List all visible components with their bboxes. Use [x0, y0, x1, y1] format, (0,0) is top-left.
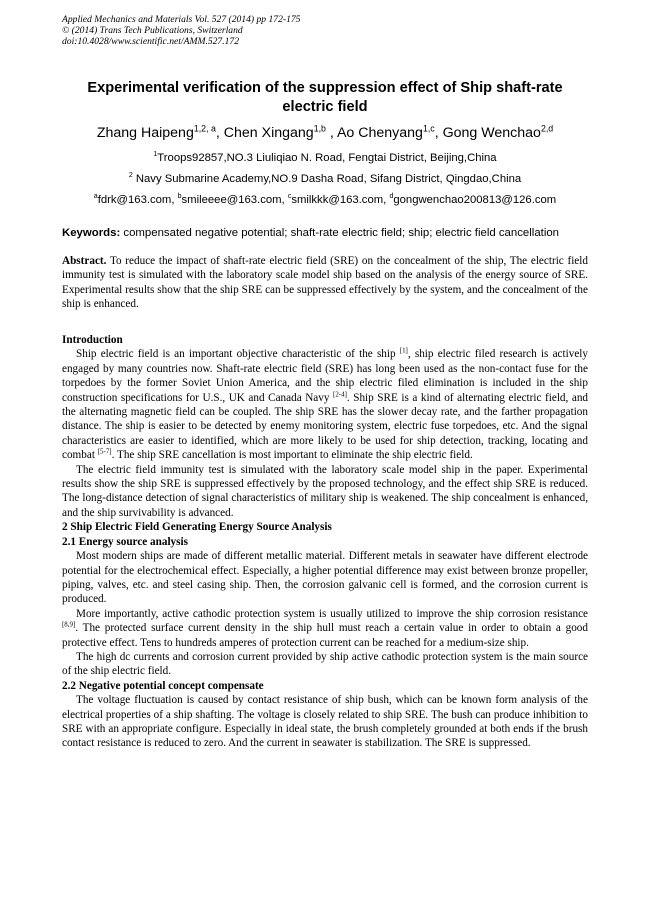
citation-ref: [8,9] — [62, 620, 76, 629]
author-list: Zhang Haipeng$^{1,2, a}$, Chen Xingang$^{1,b}$ , Ao Chenyang$^{1,c}$, Gong Wenchao$^{2,d}$ — [96, 123, 554, 141]
abstract — [62, 254, 588, 312]
abstract-label: Abstract. — [62, 255, 107, 267]
affiliation-text: Navy Submarine Academy,NO.9 Dasha Road, Sifang District, Qingdao,China — [135, 173, 522, 185]
intro-text: Ship electric field is an important objective characteristic of the ship — [76, 348, 400, 361]
keywords-label: Keywords: — [62, 227, 121, 239]
citation-ref: [5-7] — [97, 447, 112, 456]
author-affil-sup: 1,2, a — [193, 123, 216, 134]
section-2-heading: 2 Ship Electric Field Generating Energy Source Analysis — [62, 521, 332, 534]
section-2-1-paragraph-3: The high dc currents and corrosion current provided by ship active cathodic protection system is the main source of the ship electric field. — [62, 650, 588, 678]
affiliation-1 — [62, 151, 588, 165]
email-list: $^a$fdrk@163.com, $^b$smileeee@163.com, $^c$smilkkk@163.com, $^d$gongwenchao200813@126.com — [93, 193, 557, 206]
author-name: Zhang Haipeng — [96, 125, 194, 141]
journal-citation: Applied Mechanics and Materials Vol. 527 (2014) pp 172-175 — [62, 14, 301, 25]
affiliation-sup: 2 — [128, 172, 133, 180]
subsection-2-1-heading: 2.1 Energy source analysis — [62, 535, 188, 548]
email-address: smilkkk@163.com — [291, 194, 384, 206]
author-affil-sup: 1,c — [422, 123, 435, 134]
affiliation-sup: 1 — [153, 151, 158, 159]
intro-text: . The ship SRE cancellation is most important to eliminate the ship electric field. — [111, 449, 473, 462]
keywords-text: compensated negative potential; shaft-rate electric field; ship; electric field cancellation — [123, 227, 560, 239]
intro-paragraph-1 — [62, 347, 588, 462]
section-2-1-paragraph-2 — [62, 607, 588, 650]
main-text — [62, 333, 588, 751]
author-affil-sup: 2,d — [540, 123, 554, 134]
citation-ref: [2-4] — [333, 389, 347, 398]
citation-ref: [1] — [399, 346, 408, 355]
abstract-text: To reduce the impact of shaft-rate electric field (SRE) on the concealment of the ship, The electric field immunity test is simulated with the laboratory scale model ship based on the analysis of the energy source of SRE. Experimental results show that the ship SRE can be suppressed effectively by the system, and the concealment of the ship is enhanced. — [62, 255, 588, 311]
copyright-line: © (2014) Trans Tech Publications, Switzerland — [62, 25, 243, 36]
title-line-2: electric field — [282, 99, 368, 115]
affiliation-2 — [62, 172, 588, 186]
section-text: More importantly, active cathodic protection system is usually utilized to improve the ship corrosion resistance — [76, 607, 588, 620]
author-affil-sup: 1,b — [313, 123, 326, 134]
email-address: gongwenchao200813@126.com — [393, 194, 557, 206]
title-line-1: Experimental verification of the suppression effect of Ship shaft-rate — [87, 80, 563, 96]
author-name: Chen Xingang — [223, 125, 314, 141]
affiliation-text: Troops92857,NO.3 Liuliqiao N. Road, Fengtai District, Beijing,China — [157, 152, 497, 164]
intro-paragraph-2: The electric field immunity test is simulated with the laboratory scale model ship in the paper. Experimental results show the ship SRE is suppressed effectively by the proposed technology, and the effect ship SRE is reduced. The long-distance detection of signal characteristics of military ship is weakened. The ship concealment is enhanced, and the ship survivability is advanced. — [62, 463, 588, 519]
email-address: smileeee@163.com — [181, 194, 282, 206]
section-2-1-paragraph-1: Most modern ships are made of different metallic material. Different metals in seawater have different electrode potential for the electrochemical effect. Especially, a higher potential difference may exist between bronze propeller, piping, valves, etc. and steel casing ship. Then, the corrosion galvanic cell is formed, and the corrosion current is produced. — [62, 550, 588, 606]
email-sup: c — [287, 193, 292, 201]
introduction-heading: Introduction — [62, 334, 123, 346]
doi-line: doi:10.4028/www.scientific.net/AMM.527.172 — [62, 36, 240, 47]
journal-header — [62, 14, 300, 47]
keywords — [62, 226, 588, 240]
paper-title — [62, 79, 588, 117]
email-sup: a — [93, 193, 98, 201]
section-text: . The protected surface current density in the ship hull must reach a certain value in order to obtain a good protective effect. Tens to hundreds amperes of protection current can be reached for a medium-size ship. — [62, 622, 588, 649]
section-2-2-paragraph-1: The voltage fluctuation is caused by contact resistance of ship bush, which can be known form analysis of the electrical properties of a ship shafting. The voltage is closely related to ship SRE. The bush can produce inhibition to SRE with an appropriate configure. Especially in ideal state, the brush completely grounded at both ends if the brush contact resistance is reduced to zero. And the current in seawater is stabilization. The SRE is suppressed. — [62, 694, 588, 750]
email-address: fdrk@163.com — [97, 194, 172, 206]
email-sup: b — [177, 193, 182, 201]
intro-text: . Ship SRE is a kind of alternating electric field, and the alternating magnetic field can be coupled. The ship SRE has the slower decay rate, and the farther propagation distance. The ship is easier to be detected by enemy monitoring system, electric fuse torpedoes, etc. And the signal characteristics are easier to identified, which are more likely to be used for ship detection, tracking, locating and combat — [62, 391, 589, 462]
intro-text: , ship electric filed research is actively engaged by many countries now. Shaft-rate electric field (SRE) has long been used as the non-contact fuse for the torpedoes by the former Soviet Union America, and the ship electric filed elimination is included in the ship construction specifications for U.S., UK and Canada Navy — [62, 348, 588, 404]
email-sup: d — [389, 193, 394, 201]
subsection-2-2-heading: 2.2 Negative potential concept compensate — [62, 679, 264, 692]
author-name: Ao Chenyang — [336, 125, 423, 141]
author-name: Gong Wenchao — [442, 125, 541, 141]
